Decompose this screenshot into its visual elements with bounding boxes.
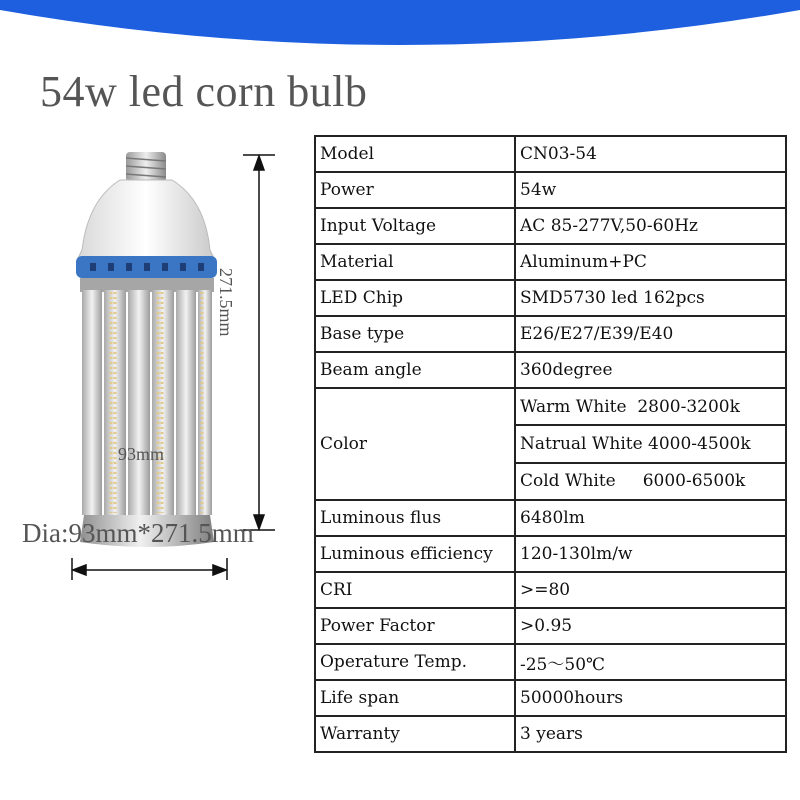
spec-key: Beam angle: [315, 352, 515, 388]
spec-value-warm-white: Warm White 2800-3200k: [515, 388, 786, 425]
spec-key: LED Chip: [315, 280, 515, 316]
table-row: [315, 536, 786, 572]
spec-value: 3 years: [515, 716, 786, 752]
spec-value: 6480lm: [515, 500, 786, 536]
spec-key: Operature Temp.: [315, 644, 515, 680]
table-row: [315, 244, 786, 280]
spec-key: Model: [315, 136, 515, 172]
table-row: [315, 208, 786, 244]
spec-key: Base type: [315, 316, 515, 352]
width-dimension: [72, 558, 227, 580]
product-image: [0, 130, 312, 690]
table-row: [315, 352, 786, 388]
table-row: [315, 280, 786, 316]
height-dimension: [243, 155, 275, 530]
spec-value: 54w: [515, 172, 786, 208]
table-row: [315, 316, 786, 352]
table-row: [315, 608, 786, 644]
spec-key: Luminous efficiency: [315, 536, 515, 572]
table-row: [315, 680, 786, 716]
table-row: [315, 136, 786, 172]
table-row: [315, 500, 786, 536]
width-label: 93mm: [118, 444, 165, 464]
spec-key: Power: [315, 172, 515, 208]
spec-value: Aluminum+PC: [515, 244, 786, 280]
spec-key: Input Voltage: [315, 208, 515, 244]
spec-key-color: Color: [315, 388, 515, 500]
screw-base: [126, 152, 166, 182]
table-row: [315, 644, 786, 680]
table-row: [315, 388, 786, 425]
spec-key: Life span: [315, 680, 515, 716]
spec-key: Luminous flus: [315, 500, 515, 536]
spec-value: E26/E27/E39/E40: [515, 316, 786, 352]
spec-value: SMD5730 led 162pcs: [515, 280, 786, 316]
spec-value: >0.95: [515, 608, 786, 644]
spec-key: Warranty: [315, 716, 515, 752]
top-banner: [0, 0, 800, 60]
table-row: [315, 716, 786, 752]
spec-key: CRI: [315, 572, 515, 608]
spec-value: >=80: [515, 572, 786, 608]
spec-value: 120-130lm/w: [515, 536, 786, 572]
spec-value: CN03-54: [515, 136, 786, 172]
spec-key: Power Factor: [315, 608, 515, 644]
spec-key: Material: [315, 244, 515, 280]
dome-housing: [77, 180, 215, 260]
spec-value-natural-white: Natrual White 4000-4500k: [515, 425, 786, 462]
spec-value-cold-white: Cold White 6000-6500k: [515, 463, 786, 500]
spec-value: 360degree: [515, 352, 786, 388]
table-row: [315, 172, 786, 208]
height-label: 271.5mm: [216, 268, 236, 337]
spec-value: -25～50℃: [515, 644, 786, 680]
spec-value: 50000hours: [515, 680, 786, 716]
spec-table: [314, 135, 787, 753]
dia-caption: Dia:93mm*271.5mm: [22, 518, 254, 548]
page-title: 54w led corn bulb: [40, 67, 368, 116]
led-bars: [82, 290, 212, 515]
table-row: [315, 572, 786, 608]
spec-value: AC 85-277V,50-60Hz: [515, 208, 786, 244]
